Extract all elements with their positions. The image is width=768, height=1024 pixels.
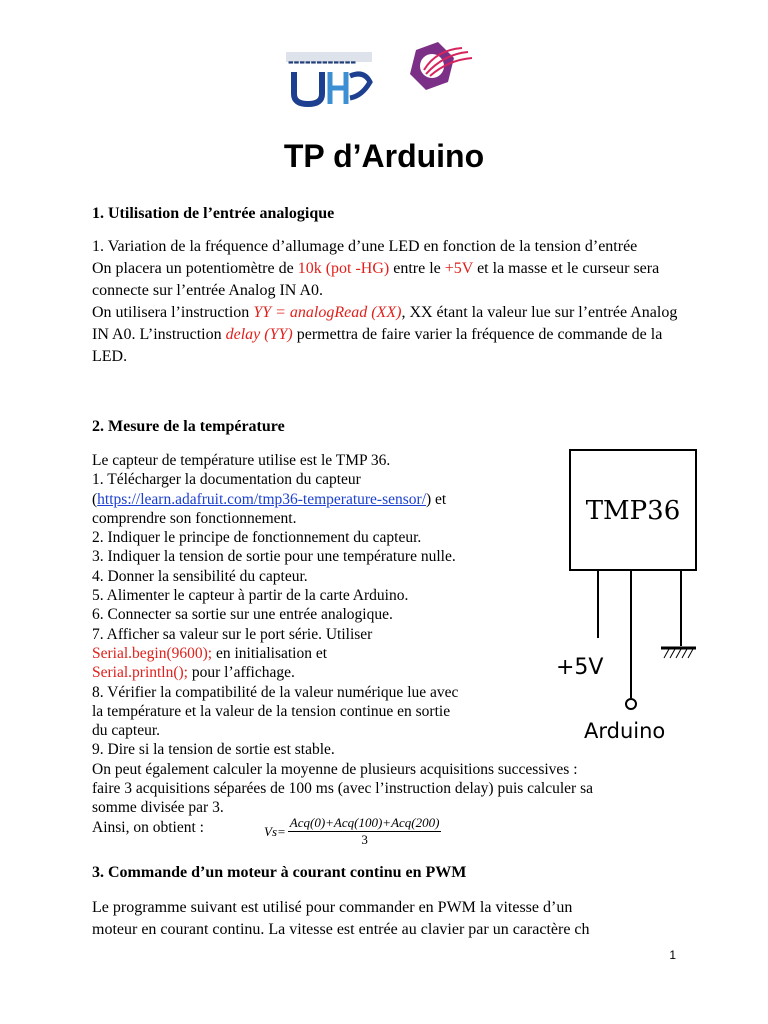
section-1-heading: 1. Utilisation de l’entrée analogique: [92, 205, 335, 222]
text-line: Ainsi, on obtient :: [92, 818, 204, 836]
text-line: 7. Afficher sa valeur sur le port série. Utiliser: [92, 625, 373, 643]
text-line: faire 3 acquisitions séparées de 100 ms (avec l’instruction delay) puis calculer sa: [92, 780, 593, 798]
doc-link-line: (https://learn.adafruit.com/tmp36-temperature-sensor/) et: [92, 490, 447, 508]
section-1-body: [92, 236, 682, 368]
text-line: du capteur.: [92, 722, 161, 740]
text-line: 4. Donner la sensibilité du capteur.: [92, 567, 308, 585]
text-line: moteur en courant continu. La vitesse est entrée au clavier par un caractère ch: [92, 921, 590, 938]
text-line: 9. Dire si la tension de sortie est stable.: [92, 741, 335, 759]
paragraph-potentiometer: On placera un potentiomètre de 10k (pot -HG) entre le +5V et la masse et le curseur sera connecte sur l’entrée Analog IN A0.: [92, 260, 660, 299]
tmp36-diagram: [556, 448, 706, 748]
text-line: la température et la valeur de la tension continue en sortie: [92, 702, 451, 720]
datasheet-link[interactable]: https://learn.adafruit.com/tmp36-temperature-sensor/: [97, 490, 427, 508]
page-title: TP d’Arduino: [283, 138, 485, 174]
svg-text:▬▬▬▬▬▬▬▬▬▬▬▬: ▬▬▬▬▬▬▬▬▬▬▬▬: [288, 59, 357, 66]
text-line: 2. Indiquer le principe de fonctionnement du capteur.: [92, 529, 422, 547]
page-number: 1: [669, 948, 676, 962]
text-line: 5. Alimenter le capteur à partir de la carte Arduino.: [92, 587, 409, 605]
text-line: somme divisée par 3.: [92, 799, 224, 817]
text-line: 6. Connecter sa sortie sur une entrée analogique.: [92, 606, 393, 624]
output-terminal-icon: [626, 699, 636, 709]
formula-lhs: Vs=: [264, 823, 286, 839]
text-line: Le programme suivant est utilisé pour commander en PWM la vitesse d’un: [92, 899, 573, 916]
code-line: Serial.begin(9600); en initialisation et: [92, 644, 328, 662]
paragraph-instruction: On utilisera l’instruction YY = analogRead (XX), XX étant la valeur lue sur l’entrée Analog IN A0. L’instruction delay (YY) permettra de faire varier la fréquence de commande de la LED.: [92, 304, 678, 365]
university-logo-icon: [286, 42, 486, 110]
code-line: Serial.println(); pour l’affichage.: [92, 664, 295, 682]
vplus-label: +5V: [556, 655, 604, 680]
formula-denominator: 3: [361, 832, 368, 847]
header-logos: [286, 42, 486, 110]
section-2-heading: 2. Mesure de la température: [92, 418, 285, 435]
text-line: On peut également calculer la moyenne de plusieurs acquisitions successives :: [92, 760, 578, 778]
text-line: 3. Indiquer la tension de sortie pour une température nulle.: [92, 548, 456, 566]
text-line: 8. Vérifier la compatibilité de la valeur numérique lue avec: [92, 683, 459, 701]
section-3-heading: 3. Commande d’un moteur à courant continu en PWM: [92, 864, 467, 881]
text-line: comprendre son fonctionnement.: [92, 509, 297, 527]
text-line: 1. Télécharger la documentation du capteur: [92, 471, 361, 489]
average-formula: [264, 815, 441, 848]
section-3-body: [92, 897, 692, 941]
text-line: Le capteur de température utilise est le TMP 36.: [92, 452, 391, 469]
arduino-label: Arduino: [584, 719, 666, 743]
section-1-subtitle: 1. Variation de la fréquence d’allumage d’une LED en fonction de la tension d’entrée: [92, 238, 638, 255]
chip-label: TMP36: [585, 496, 681, 526]
formula-numerator: Acq(0)+Acq(100)+Acq(200): [289, 815, 440, 830]
